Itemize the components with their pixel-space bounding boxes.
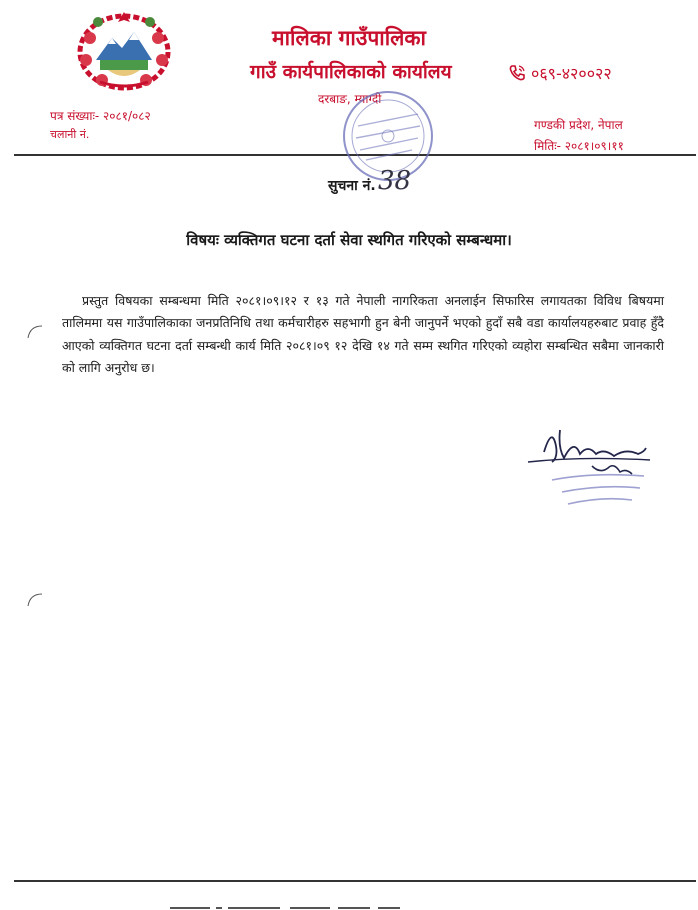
body-text: प्रस्तुत विषयका सम्बन्धमा मिति २०८१।०९।१२ र १३ गते नेपाली नागरिकता अनलाईन सिफारिस लगायतका विविध बिषयमा तालिममा यस गाउँपालिकाका जनप्रतिनिधि तथा कर्मचारीहरु सहभागी हुन बेनी जानुपर्ने भएको हुदाँ सबै वडा कार्यालयहरुबाट प्रवाह हुँदै आएको व्यक्तिगत घटना दर्ता सम्बन्धी कार्य मिति २०८१।०९ १२ देखि १४ गते सम्म स्थगित गरिएको व्यहोरा सम्बन्धित सबैमा जानकारी को लागि अनुरोध छ। bbox=[62, 293, 664, 376]
office-address: दरबाङ, म्याग्दी bbox=[318, 92, 382, 106]
notice-label: सुचना नं. bbox=[328, 178, 376, 194]
office-name: मालिका गाउँपालिका bbox=[272, 26, 426, 50]
office-subtitle: गाउँ कार्यपालिकाको कार्यालय bbox=[250, 61, 452, 83]
notice-number: 38 bbox=[378, 166, 412, 196]
letter-number: पत्र संख्याः- २०८१/०८२ bbox=[50, 109, 151, 123]
signature-mark bbox=[522, 418, 662, 508]
punch-hole-mark bbox=[26, 590, 46, 610]
body-paragraph bbox=[62, 290, 664, 380]
phone-block bbox=[508, 62, 612, 84]
province-name: गण्डकी प्रदेश, नेपाल bbox=[534, 118, 623, 132]
dispatch-number: चलानी नं. bbox=[50, 128, 90, 141]
subject-line: विषयः व्यक्तिगत घटना दर्ता सेवा स्थगित गरिएको सम्बन्धमा। bbox=[186, 231, 512, 249]
footer-cropped-text bbox=[170, 898, 400, 910]
letter-date: मितिः- २०८१।०९।११ bbox=[534, 139, 624, 153]
punch-hole-mark bbox=[26, 322, 46, 342]
footer-divider bbox=[14, 880, 696, 882]
phone-icon bbox=[508, 64, 526, 82]
phone-number: ०६९-४२००२२ bbox=[531, 64, 612, 83]
